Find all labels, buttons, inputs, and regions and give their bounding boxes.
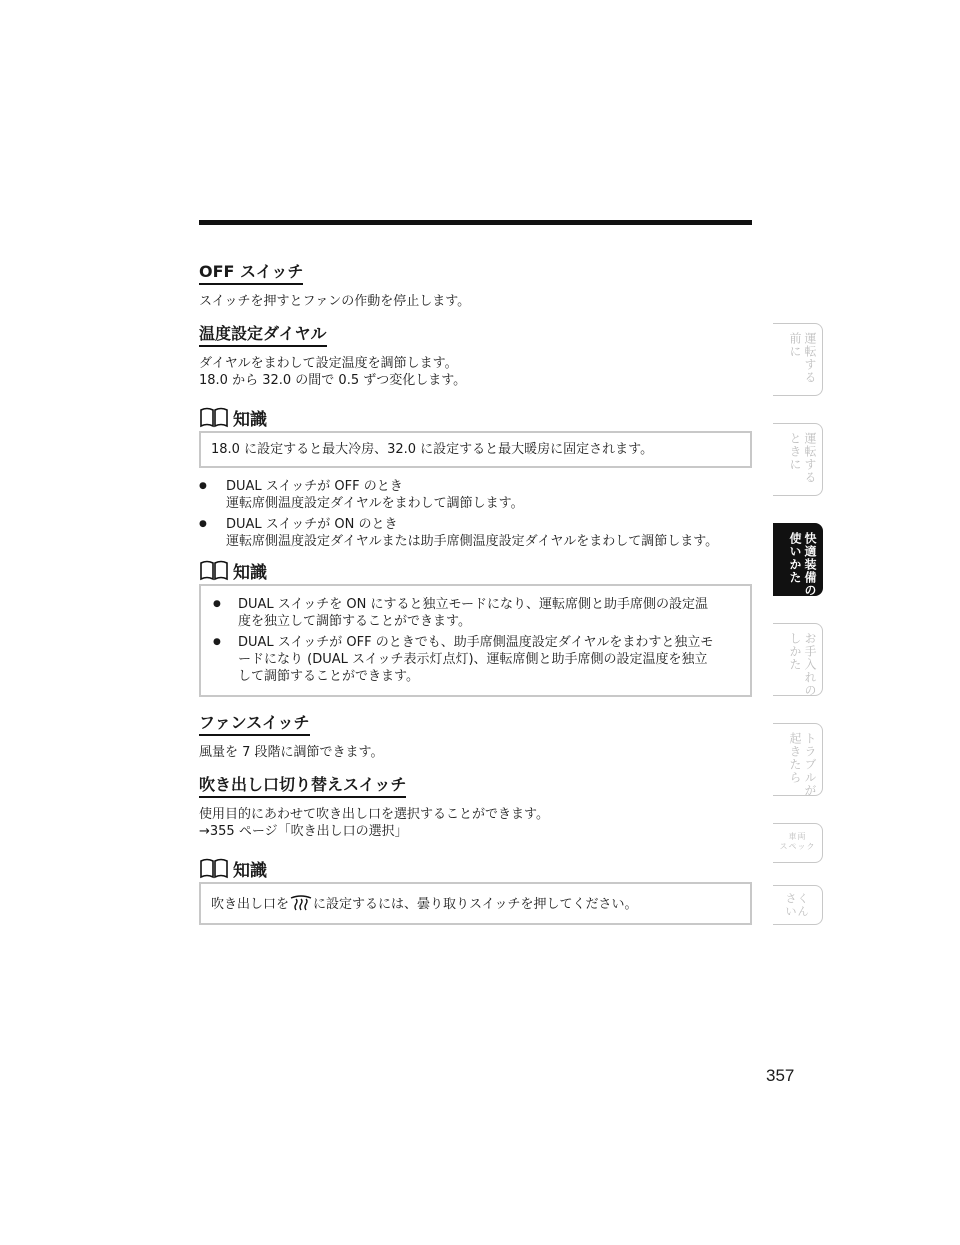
knowledge-bullet-list — [211, 596, 740, 685]
open-book-icon — [199, 857, 229, 879]
open-book-icon — [199, 559, 229, 581]
tab-comfort-equipment[interactable]: 快適装備の 使いかた — [773, 523, 823, 596]
off-switch-heading: OFF スイッチ — [199, 262, 303, 285]
dual-bullet-list — [199, 478, 752, 550]
section-fan-switch — [199, 713, 752, 761]
temp-dial-heading: 温度設定ダイヤル — [199, 324, 327, 347]
knowledge-label: 知識 — [233, 562, 267, 583]
tab-while-driving[interactable]: 運転する ときに — [773, 423, 823, 496]
list-item: ● DUAL スイッチが OFF のときでも、助手席側温度設定ダイヤルをまわすと独立モ ードになり (DUAL スイッチ表示灯点灯)、運転席側と助手席側の設定温度を独立 して調節することができます。 — [211, 634, 740, 685]
knowledge-title-3 — [199, 856, 752, 880]
section-outlet-switch — [199, 775, 752, 840]
knowledge-title-1 — [199, 405, 752, 429]
list-item: ● DUAL スイッチが OFF のとき 運転席側温度設定ダイヤルをまわして調節します。 — [199, 478, 752, 512]
tab-before-driving[interactable]: 運転する 前に — [773, 323, 823, 396]
main-content — [199, 262, 752, 925]
knowledge-title-2 — [199, 558, 752, 582]
outlet-switch-heading: 吹き出し口切り替えスイッチ — [199, 775, 406, 798]
fan-switch-text: 風量を 7 段階に調節できます。 — [199, 745, 384, 760]
knowledge-box-3: 吹き出し口を に設定するには、曇り取りスイッチを押してください。 — [199, 882, 752, 925]
tab-troubleshooting[interactable]: トラブルが 起きたら — [773, 723, 823, 796]
list-item: ● DUAL スイッチが ON のとき 運転席側温度設定ダイヤルまたは助手席側温度設定ダイヤルをまわして調節します。 — [199, 516, 752, 550]
knowledge-label: 知識 — [233, 409, 267, 430]
knowledge-box-1: 18.0 に設定すると最大冷房、32.0 に設定すると最大暖房に固定されます。 — [199, 431, 752, 468]
list-item: ● DUAL スイッチを ON にすると独立モードになり、運転席側と助手席側の設定温 度を独立して調節することができます。 — [211, 596, 740, 630]
fan-switch-heading: ファンスイッチ — [199, 713, 310, 736]
outlet-switch-text: 使用目的にあわせて吹き出し口を選択することができます。 →355 ページ「吹き出し口の選択」 — [199, 807, 549, 839]
tab-maintenance[interactable]: お手入れの しかた — [773, 623, 823, 696]
tab-vehicle-specs[interactable]: 車両 スペック — [773, 823, 823, 863]
knowledge-box-2 — [199, 584, 752, 697]
tab-index[interactable]: さく いん — [773, 885, 823, 925]
open-book-icon — [199, 406, 229, 428]
temp-dial-text: ダイヤルをまわして設定温度を調節します。 18.0 から 32.0 の間で 0.5 ずつ変化します。 — [199, 356, 467, 388]
knowledge-label: 知識 — [233, 860, 267, 881]
off-switch-text: スイッチを押すとファンの作動を停止します。 — [199, 294, 471, 309]
page-number: 357 — [766, 1066, 795, 1085]
top-rule — [199, 220, 752, 225]
windshield-defrost-icon — [289, 894, 313, 912]
section-off-switch — [199, 262, 752, 310]
section-temp-dial — [199, 324, 752, 389]
